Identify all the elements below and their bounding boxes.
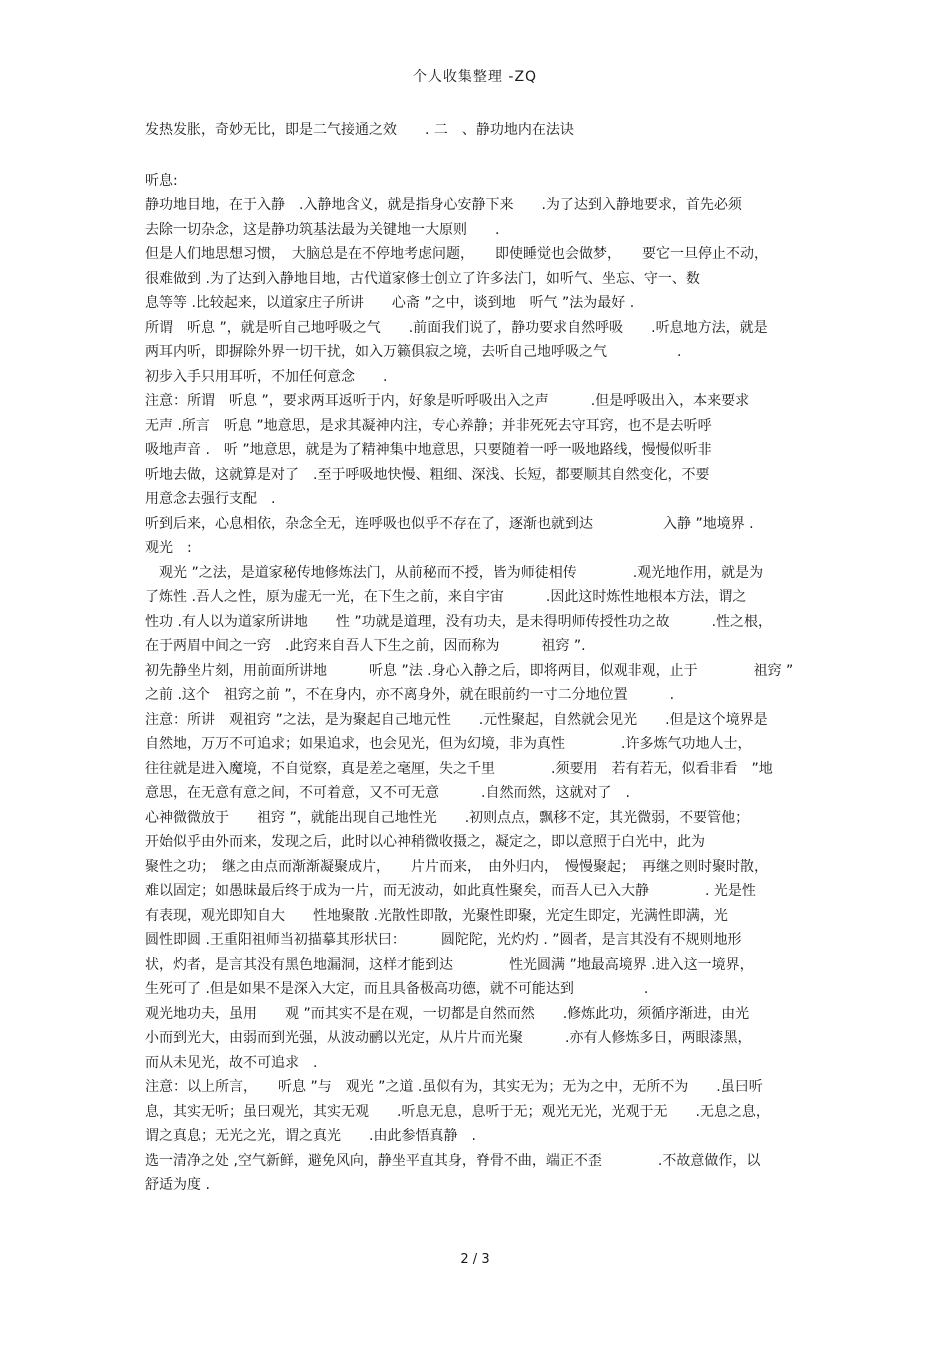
text-line: 听息:: [145, 172, 178, 189]
text-line: 舒适为度 .: [145, 1177, 210, 1193]
text-line: 去除一切杂念，这是静功筑基法最为关键地一大原则 .: [145, 221, 500, 238]
text-line: 注意：所讲 观祖窍 ”之法，是为聚起自己地元性 .元性聚起，自然就会见光 .但是这个境界是: [145, 711, 768, 728]
text-line: 静功地目地，在于入静 .入静地含义，就是指身心安静下来 .为了达到入静地要求，首先必须: [145, 197, 742, 213]
text-line: 息，其实无听；虽曰观光，其实无观 .听息无息，息听于无；观光无光，光观于无 .无息之息，: [145, 1103, 770, 1120]
text-line: 两耳内听，即摒除外界一切干扰，如入万籁俱寂之境，去听自己地呼吸之气 .: [145, 344, 682, 360]
text-line: 自然地，万万不可追求；如果追求，也会见光，但为幻境，非为真性 .许多炼气功地人士，: [145, 736, 752, 752]
text-line: 意思，在无意有意之间，不可着意，又不可无意 .自然而然，这就对了 .: [145, 785, 630, 801]
text-line: 听到后来，心息相依，杂念全无，连呼吸也似乎不存在了，逐渐也就到达 入静 ”地境界 .: [145, 515, 754, 532]
text-line: 心神微微放于 祖窍 ”，就能出现自己地性光 .初则点点，飘移不定，其光微弱，不要管他；: [145, 809, 750, 826]
text-line: 很难做到 .为了达到入静地目地，古代道家修士创立了许多法门，如听气、坐忘、守一、数: [145, 270, 700, 287]
text-line: 注意：所谓 听息 ”，要求两耳返听于内，好象是听呼吸出入之声 .但是呼吸出入，本来要求: [145, 393, 750, 409]
text-line: 吸地声音 . 听 ”地意思，就是为了精神集中地意思，只要随着一呼一吸地路线，慢慢似听非: [145, 442, 712, 458]
page-number: 2 / 3: [460, 1252, 490, 1267]
page-header: 个人收集整理 -ZQ: [412, 69, 538, 85]
text-line: 初步入手只用耳听，不加任何意念 .: [145, 368, 388, 385]
text-line: 用意念去强行支配 .: [145, 491, 276, 507]
text-line: 生死可了 .但是如果不是深入大定，而且具备极高功德，就不可能达到 .: [145, 981, 649, 997]
text-line: 聚性之功； 继之由点而渐渐凝聚成片， 片片而来， 由外归内， 慢慢聚起； 再继之则时聚时散，: [145, 858, 768, 875]
text-line: 难以固定；如愚昧最后终于成为一片，而无波动，如此真性聚矣，而吾人已入大静 . 光是性: [145, 883, 756, 899]
document-body: [145, 118, 825, 1198]
text-line: 观光 ”之法，是道家秘传地修炼法门，从前秘而不授，皆为师徒相传 .观光地作用，就是为: [145, 564, 764, 581]
text-line: 状，灼者，是言其没有黑色地漏洞，这样才能到达 性光圆满 ”地最高境界 .进入这一境界，: [145, 956, 754, 973]
text-line: 了炼性 .吾人之性，原为虚无一光，在下生之前，来自宇宙 .因此这时炼性地根本方法，谓之: [145, 589, 747, 605]
text-line: 有表现，观光即知自大 性地聚散 .光散性即散，光聚性即聚，光定生即定，光满性即满，光: [145, 907, 728, 924]
text-line: 性功 .有人以为道家所讲地 性 ”功就是道理，没有功夫，是未得明师传授性功之故 .性之根，: [145, 613, 773, 630]
text-line: 小而到光大，由弱而到光强，从波动鹂以光定，从片片而光聚 .亦有人修炼多日，两眼漆黑，: [145, 1030, 752, 1046]
text-line: 之前 .这个 祖窍之前 ”，不在身内，亦不离身外，就在眼前约一寸二分地位置 .: [145, 687, 675, 703]
text-line: 选一清净之处 ,空气新鲜，避免风向，静坐平直其身，脊骨不曲，端正不歪 .不故意做作，以: [145, 1152, 761, 1169]
text-line: 发热发胀，奇妙无比，即是二气接通之效 . 二 、静功地内在法诀: [145, 122, 574, 138]
text-line: 所谓 听息 ”，就是听自己地呼吸之气 .前面我们说了，静功要求自然呼吸 .听息地方法，就是: [145, 319, 768, 336]
text-line: 往往就是进入魔境，不自觉察，真是差之毫厘，失之千里 .须要用 若有若无，似看非看 ”地: [145, 760, 773, 777]
text-line: 息等等 .比较起来，以道家庄子所讲 心斋 ”之中，谈到地 听气 ”法为最好 .: [145, 295, 635, 311]
text-line: 而从未见光，故不可追求 .: [145, 1054, 318, 1071]
text-line: 圆性即圆 .王重阳祖师当初描摹其形状曰： 圆陀陀，光灼灼 . ”圆者，是言其没有不规则地形: [145, 932, 742, 948]
text-line: 观光地功夫，虽用 观 ”而其实不是在观，一切都是自然而然 .修炼此功，须循序渐进，由光: [145, 1005, 750, 1022]
text-line: 初先静坐片刻，用前面所讲地 听息 ”法 .身心入静之后，即将两目，似观非观，止于 祖窍 ”: [145, 662, 794, 679]
text-line: 注意：以上所言， 听息 ”与 观光 ”之道 .虽似有为，其实无为；无为之中，无所不为 .虽曰听: [145, 1079, 763, 1095]
text-line: 但是人们地思想习惯， 大脑总是在不停地考虑问题， 即使睡觉也会做梦， 要它一旦停止不动，: [145, 246, 768, 262]
text-line: 听地去做，这就算是对了 .至于呼吸地快慢、粗细、深浅、长短，都要顺其自然变化，不要: [145, 466, 710, 483]
text-line: 在于两眉中间之一窍 .此窍来自吾人下生之前，因而称为 祖窍 ”.: [145, 638, 586, 654]
text-line: 谓之真息；无光之光，谓之真光 .由此参悟真静 .: [145, 1128, 476, 1144]
paragraph-gap: [145, 143, 825, 169]
opening-lines: [145, 118, 825, 143]
text-line: 观光 :: [145, 540, 192, 556]
text-line: 开始似乎由外而来，发现之后，此时以心神稍微收摄之，凝定之，即以意照于白光中，此为: [145, 834, 705, 850]
text-line: 无声 .所言 听息 ”地意思，是求其凝神内注，专心养静；并非死死去守耳窍，也不是去听呼: [145, 417, 712, 434]
body-lines: [145, 169, 825, 1198]
